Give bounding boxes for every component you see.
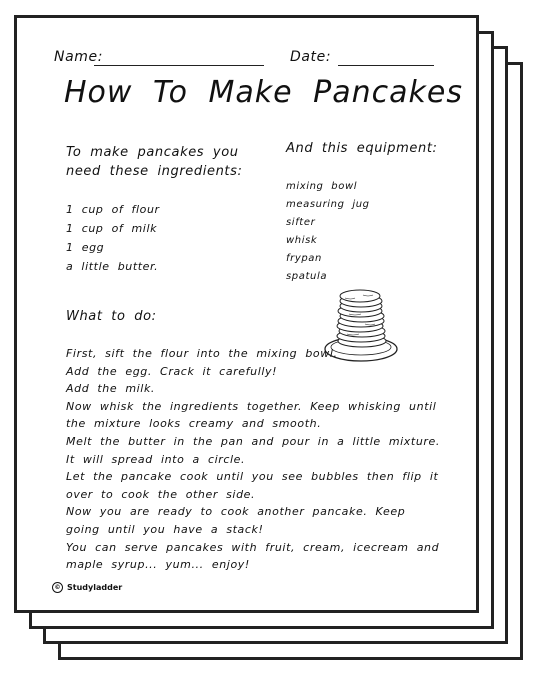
equipment-item: measuring jug [286,199,370,210]
instruction-step: Melt the butter in the pan and pour in a little mixture. It will spread into a circle. [66,434,440,466]
ingredient-item: a little butter. [66,260,159,273]
worksheet-content [14,15,479,613]
instruction-step: First, sift the flour into the mixing bowl. [66,347,338,360]
ingredients-list [66,200,160,276]
instruction-step: Add the milk. [66,382,156,396]
equipment-list [286,178,370,286]
footer-brand [52,582,122,593]
brand-name: Studyladder [67,583,123,592]
ingredient-item: 1 egg [66,241,105,254]
instruction-step: You can serve pancakes with fruit, cream, icecream and maple syrup... yum... enjoy! [66,540,440,572]
instruction-step: Now whisk the ingredients together. Keep whisking until the mixture looks creamy and smooth. [66,399,437,431]
name-input-line[interactable] [94,65,264,66]
date-input-line[interactable] [338,65,434,66]
instruction-step: Add the egg. Crack it carefully! [66,364,278,378]
equipment-item: whisk [286,235,318,246]
date-label: Date: [290,49,332,65]
name-label: Name: [54,49,104,65]
instructions-list [66,345,446,574]
equipment-item: spatula [286,271,328,282]
equipment-item: frypan [286,253,322,264]
what-to-do-heading: What to do: [66,309,157,324]
equipment-heading: And this equipment: [286,141,438,156]
ingredient-item: 1 cup of flour [66,203,160,216]
copyright-icon: © [52,582,63,593]
equipment-item: sifter [286,217,316,228]
page-title: How To Make Pancakes [64,75,463,110]
instruction-step: Now you are ready to cook another pancake. Keep going until you have a stack! [66,505,406,536]
ingredients-intro: To make pancakes you need these ingredients: [66,145,243,179]
instruction-step: Let the pancake cook until you see bubbles then flip it over to cook the other side. [66,470,439,501]
ingredient-item: 1 cup of milk [66,222,158,235]
equipment-item: mixing bowl [286,181,358,192]
